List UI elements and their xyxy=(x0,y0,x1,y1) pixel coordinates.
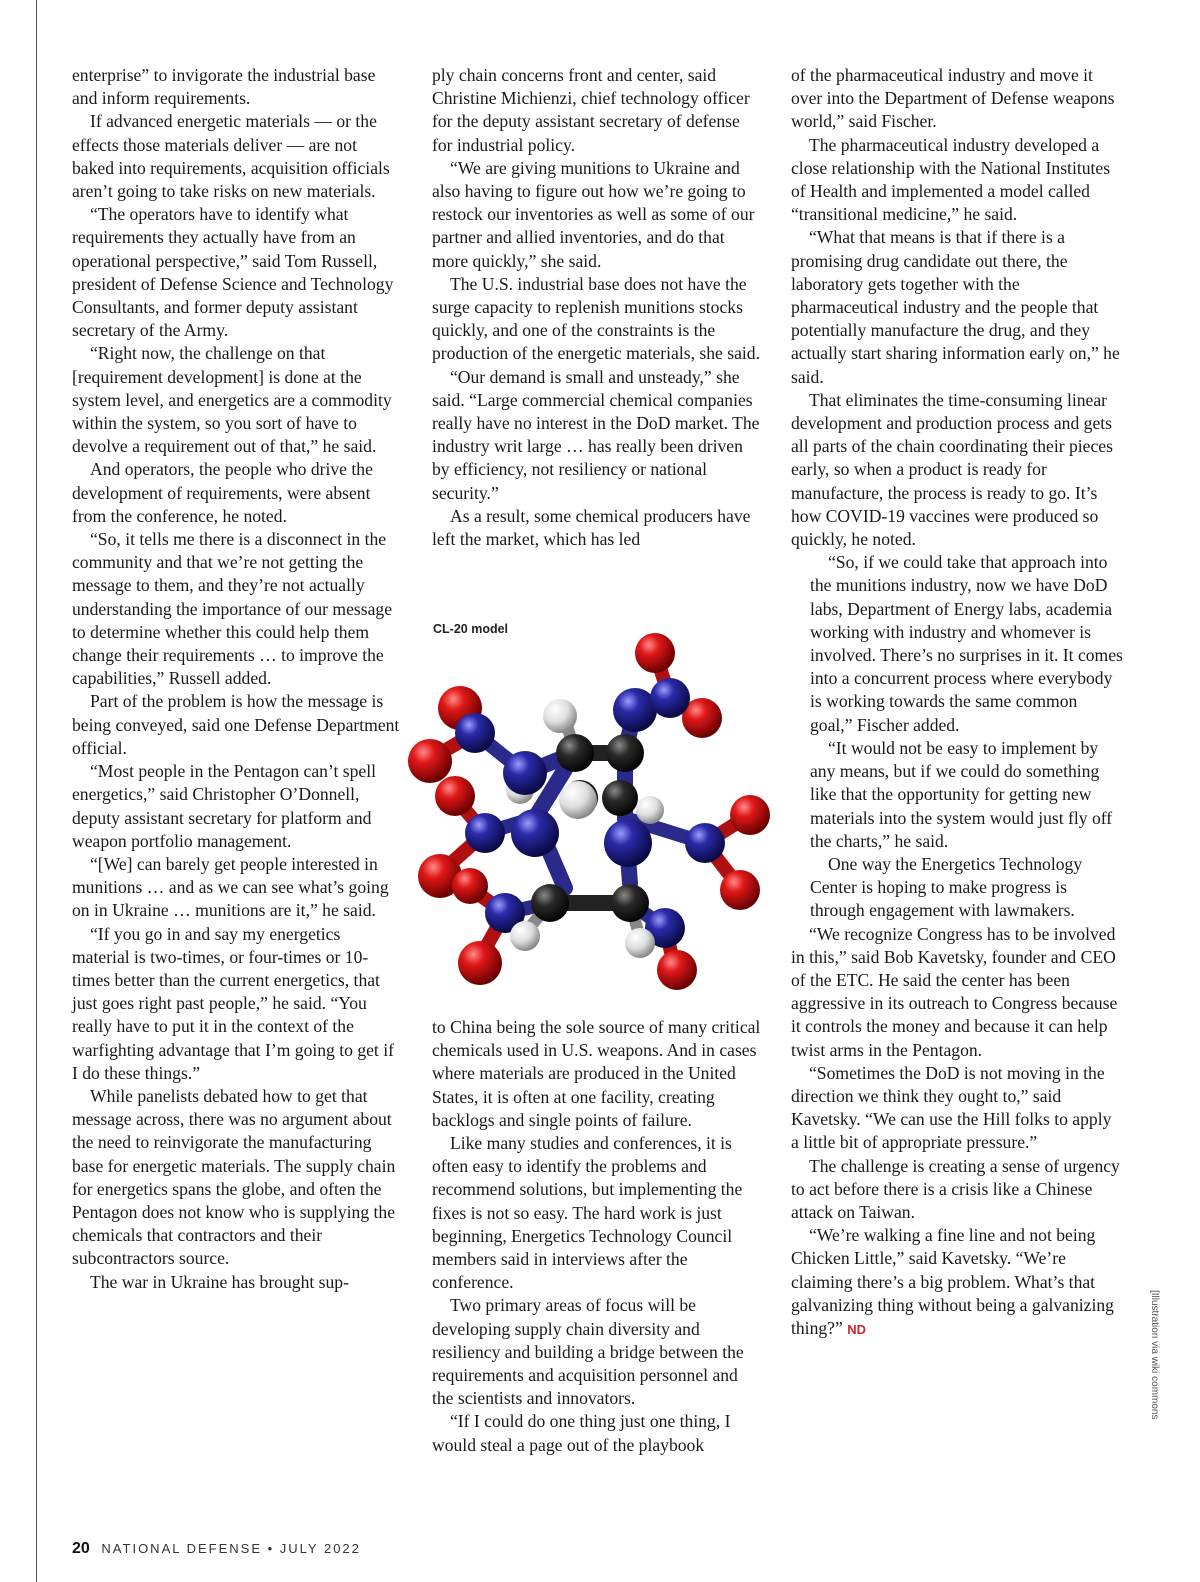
paragraph: “The operators have to identify what requirements they actually have from an operational perspective,” said Tom Russell, president of Defense Science and Technology Consultants, and former deputy assistant secretary of the Army. xyxy=(72,204,394,341)
paragraph: “What that means is that if there is a promising drug candidate out there, the laboratory gets together with the pharmaceutical industry and the people that potentially manufacture the drug, and they actually start sharing information early on,” he said. xyxy=(791,227,1120,387)
page-footer xyxy=(72,1540,361,1558)
oxygen-atom xyxy=(408,739,452,783)
hydrogen-atom xyxy=(559,781,597,819)
carbon-atom xyxy=(606,734,644,772)
nitrogen-atom xyxy=(511,809,559,857)
page-number: 20 xyxy=(72,1540,90,1557)
oxygen-atom xyxy=(458,941,502,985)
paragraph: to China being the sole source of many critical chemicals used in U.S. weapons. And in cases where materials are produced in the United States, it is often at one facility, creating backlogs and single points of failure. xyxy=(432,1017,761,1130)
paragraph: “It would not be easy to implement by any means, but if we could do something like that the opportunity for getting new materials into the system would just fly off the charts,” he said. xyxy=(810,737,1113,851)
paragraph: “Right now, the challenge on that [requirement development] is done at the system level, and energetics are a commodity within the system, so you sort of have to devolve a requirement out of that,” he said. xyxy=(72,343,392,457)
oxygen-atom xyxy=(635,633,675,673)
paragraph: “Most people in the Pentagon can’t spell energetics,” said Christopher O’Donnell, deputy assistant secretary for platform and weapon portfolio management. xyxy=(72,761,377,851)
nitrogen-atom xyxy=(455,713,495,753)
paragraph: enterprise” to invigorate the industrial base and inform requirements. xyxy=(72,65,376,109)
carbon-atom xyxy=(611,884,649,922)
paragraph: Part of the problem is how the message is being conveyed, said one Defense Department official. xyxy=(72,691,400,758)
cl20-molecule-illustration xyxy=(400,618,780,998)
paragraph: One way the Energetics Technology Center is hoping to make progress is through engagement with lawmakers. xyxy=(810,853,1083,921)
paragraph-text: “We’re walking a fine line and not being Chicken Little,” said Kavetsky. “We’re claiming there’s a big problem. What’s that galvanizing thing without being a galvanizing thing?” xyxy=(791,1225,1114,1338)
carbon-atom xyxy=(602,780,638,816)
hydrogen-atom xyxy=(625,928,655,958)
paragraph: The war in Ukraine has brought sup- xyxy=(90,1271,349,1292)
paragraph: “If I could do one thing just one thing, I would steal a page out of the playbook xyxy=(432,1411,731,1455)
paragraph: “We are giving munitions to Ukraine and also having to figure out how we’re going to restock our inventories as well as some of our partner and allied inventories, and do that more quickly,” she said. xyxy=(432,157,755,271)
nitrogen-atom xyxy=(503,751,547,795)
paragraph: “If you go in and say my energetics material is two-times, or four-times or 10-times better than the current energetics, that just goes right past people,” he said. “You really have to put it in the context of the warfighting advantage that I’m going to get if I do these things.” xyxy=(72,923,394,1083)
paragraph: And operators, the people who drive the development of requirements, were absent from the conference, he noted. xyxy=(72,459,373,526)
nitrogen-atom xyxy=(465,813,505,853)
nitrogen-atom xyxy=(604,819,652,867)
article-column-3 xyxy=(791,64,1123,1341)
nitrogen-atom xyxy=(650,678,690,718)
article-column-2-bottom xyxy=(432,1016,762,1457)
hydrogen-atom xyxy=(543,699,577,733)
paragraph: “Sometimes the DoD is not moving in the direction we think they ought to,” said Kavetsky. “We can use the Hill folks to apply a little bit of appropriate pressure.” xyxy=(791,1062,1112,1153)
article-column-2-top xyxy=(432,64,762,551)
paragraph: “So, it tells me there is a disconnect in the community and that we’re not getting the message to them, and they’re not actually understanding the importance of our message to determine whether this could help them change their requirements … to improve the capabilities,” Russell added. xyxy=(72,529,393,689)
nitrogen-atom xyxy=(685,823,725,863)
paragraph: As a result, some chemical producers have left the market, which has led xyxy=(432,505,751,550)
paragraph: The challenge is creating a sense of urgency to act before there is a crisis like a Chinese attack on Taiwan. xyxy=(791,1155,1120,1222)
paragraph: The U.S. industrial base does not have the surge capacity to replenish munitions stocks quickly, and one of the constraints is the production of the energetic materials, she said. xyxy=(432,273,760,364)
paragraph: “Our demand is small and unsteady,” she said. “Large commercial chemical companies really have no interest in the DoD market. The industry writ large … has really been driven by efficiency, not resiliency or national security.” xyxy=(432,366,760,503)
carbon-atom xyxy=(556,734,594,772)
left-margin-rule xyxy=(36,0,37,1582)
figure-caption: CL-20 model xyxy=(433,622,509,636)
hydrogen-atom xyxy=(510,921,540,951)
hydrogen-atom xyxy=(636,796,664,824)
oxygen-atom xyxy=(730,795,770,835)
paragraph-final xyxy=(791,1224,1123,1341)
paragraph: “[We] can barely get people interested in munitions … and as we can see what’s going on in Ukraine … munitions are it,” he said. xyxy=(72,853,389,921)
carbon-atom xyxy=(531,884,569,922)
publication-line: NATIONAL DEFENSE • JULY 2022 xyxy=(101,1541,361,1556)
oxygen-atom xyxy=(657,950,697,990)
oxygen-atom xyxy=(452,868,488,904)
end-mark: ND xyxy=(847,1321,866,1337)
oxygen-atom xyxy=(720,870,760,910)
paragraph: That eliminates the time-consuming linear development and production process and gets all parts of the chain coordinating their pieces early, so when a product is ready for manufacture, the process is ready to go. It’s how COVID-19 vaccines were produced so quickly, he noted. xyxy=(791,389,1113,550)
illustration-credit: [Illustration via wiki commons xyxy=(1149,1290,1160,1420)
paragraph: If advanced energetic materials — or the effects those materials deliver — are not baked into requirements, acquisition officials aren’t going to take risks on new materials. xyxy=(72,111,390,202)
paragraph: While panelists debated how to get that message across, there was no argument about the need to reinvigorate the manufacturing base for energetic materials. The supply chain for energetics spans the globe, and often the Pentagon does not know who is supplying the chemicals that contractors and their subcontractors source. xyxy=(72,1085,396,1269)
paragraph: ply chain concerns front and center, said Christine Michienzi, chief technology officer for the deputy assistant secretary of defense for industrial policy. xyxy=(432,65,750,155)
paragraph: “We recognize Congress has to be involved in this,” said Bob Kavetsky, founder and CEO of the ETC. He said the center has been aggressive in its outreach to Congress because it controls the money and because it can help twist arms in the Pentagon. xyxy=(791,923,1118,1060)
paragraph: The pharmaceutical industry developed a close relationship with the National Institutes of Health and implemented a model called “transitional medicine,” he said. xyxy=(791,134,1111,225)
paragraph: “So, if we could take that approach into the munitions industry, now we have DoD labs, Department of Energy labs, academia working with industry and whomever is involved. There’s no surprises in it. It comes into a concurrent process where everybody is working towards the same common goal,” Fischer added. xyxy=(810,552,1123,735)
paragraph: Like many studies and conferences, it is often easy to identify the problems and recommend solutions, but implementing the fixes is not so easy. The hard work is just beginning, Energetics Technology Council members said in interviews after the conference. xyxy=(432,1133,743,1293)
article-column-1 xyxy=(72,64,402,1294)
paragraph: of the pharmaceutical industry and move it over into the Department of Defense weapons world,” said Fischer. xyxy=(791,65,1115,132)
oxygen-atom xyxy=(435,776,475,816)
paragraph: Two primary areas of focus will be developing supply chain diversity and resiliency and building a bridge between the requirements and acquisition personnel and the scientists and innovators. xyxy=(432,1295,744,1409)
